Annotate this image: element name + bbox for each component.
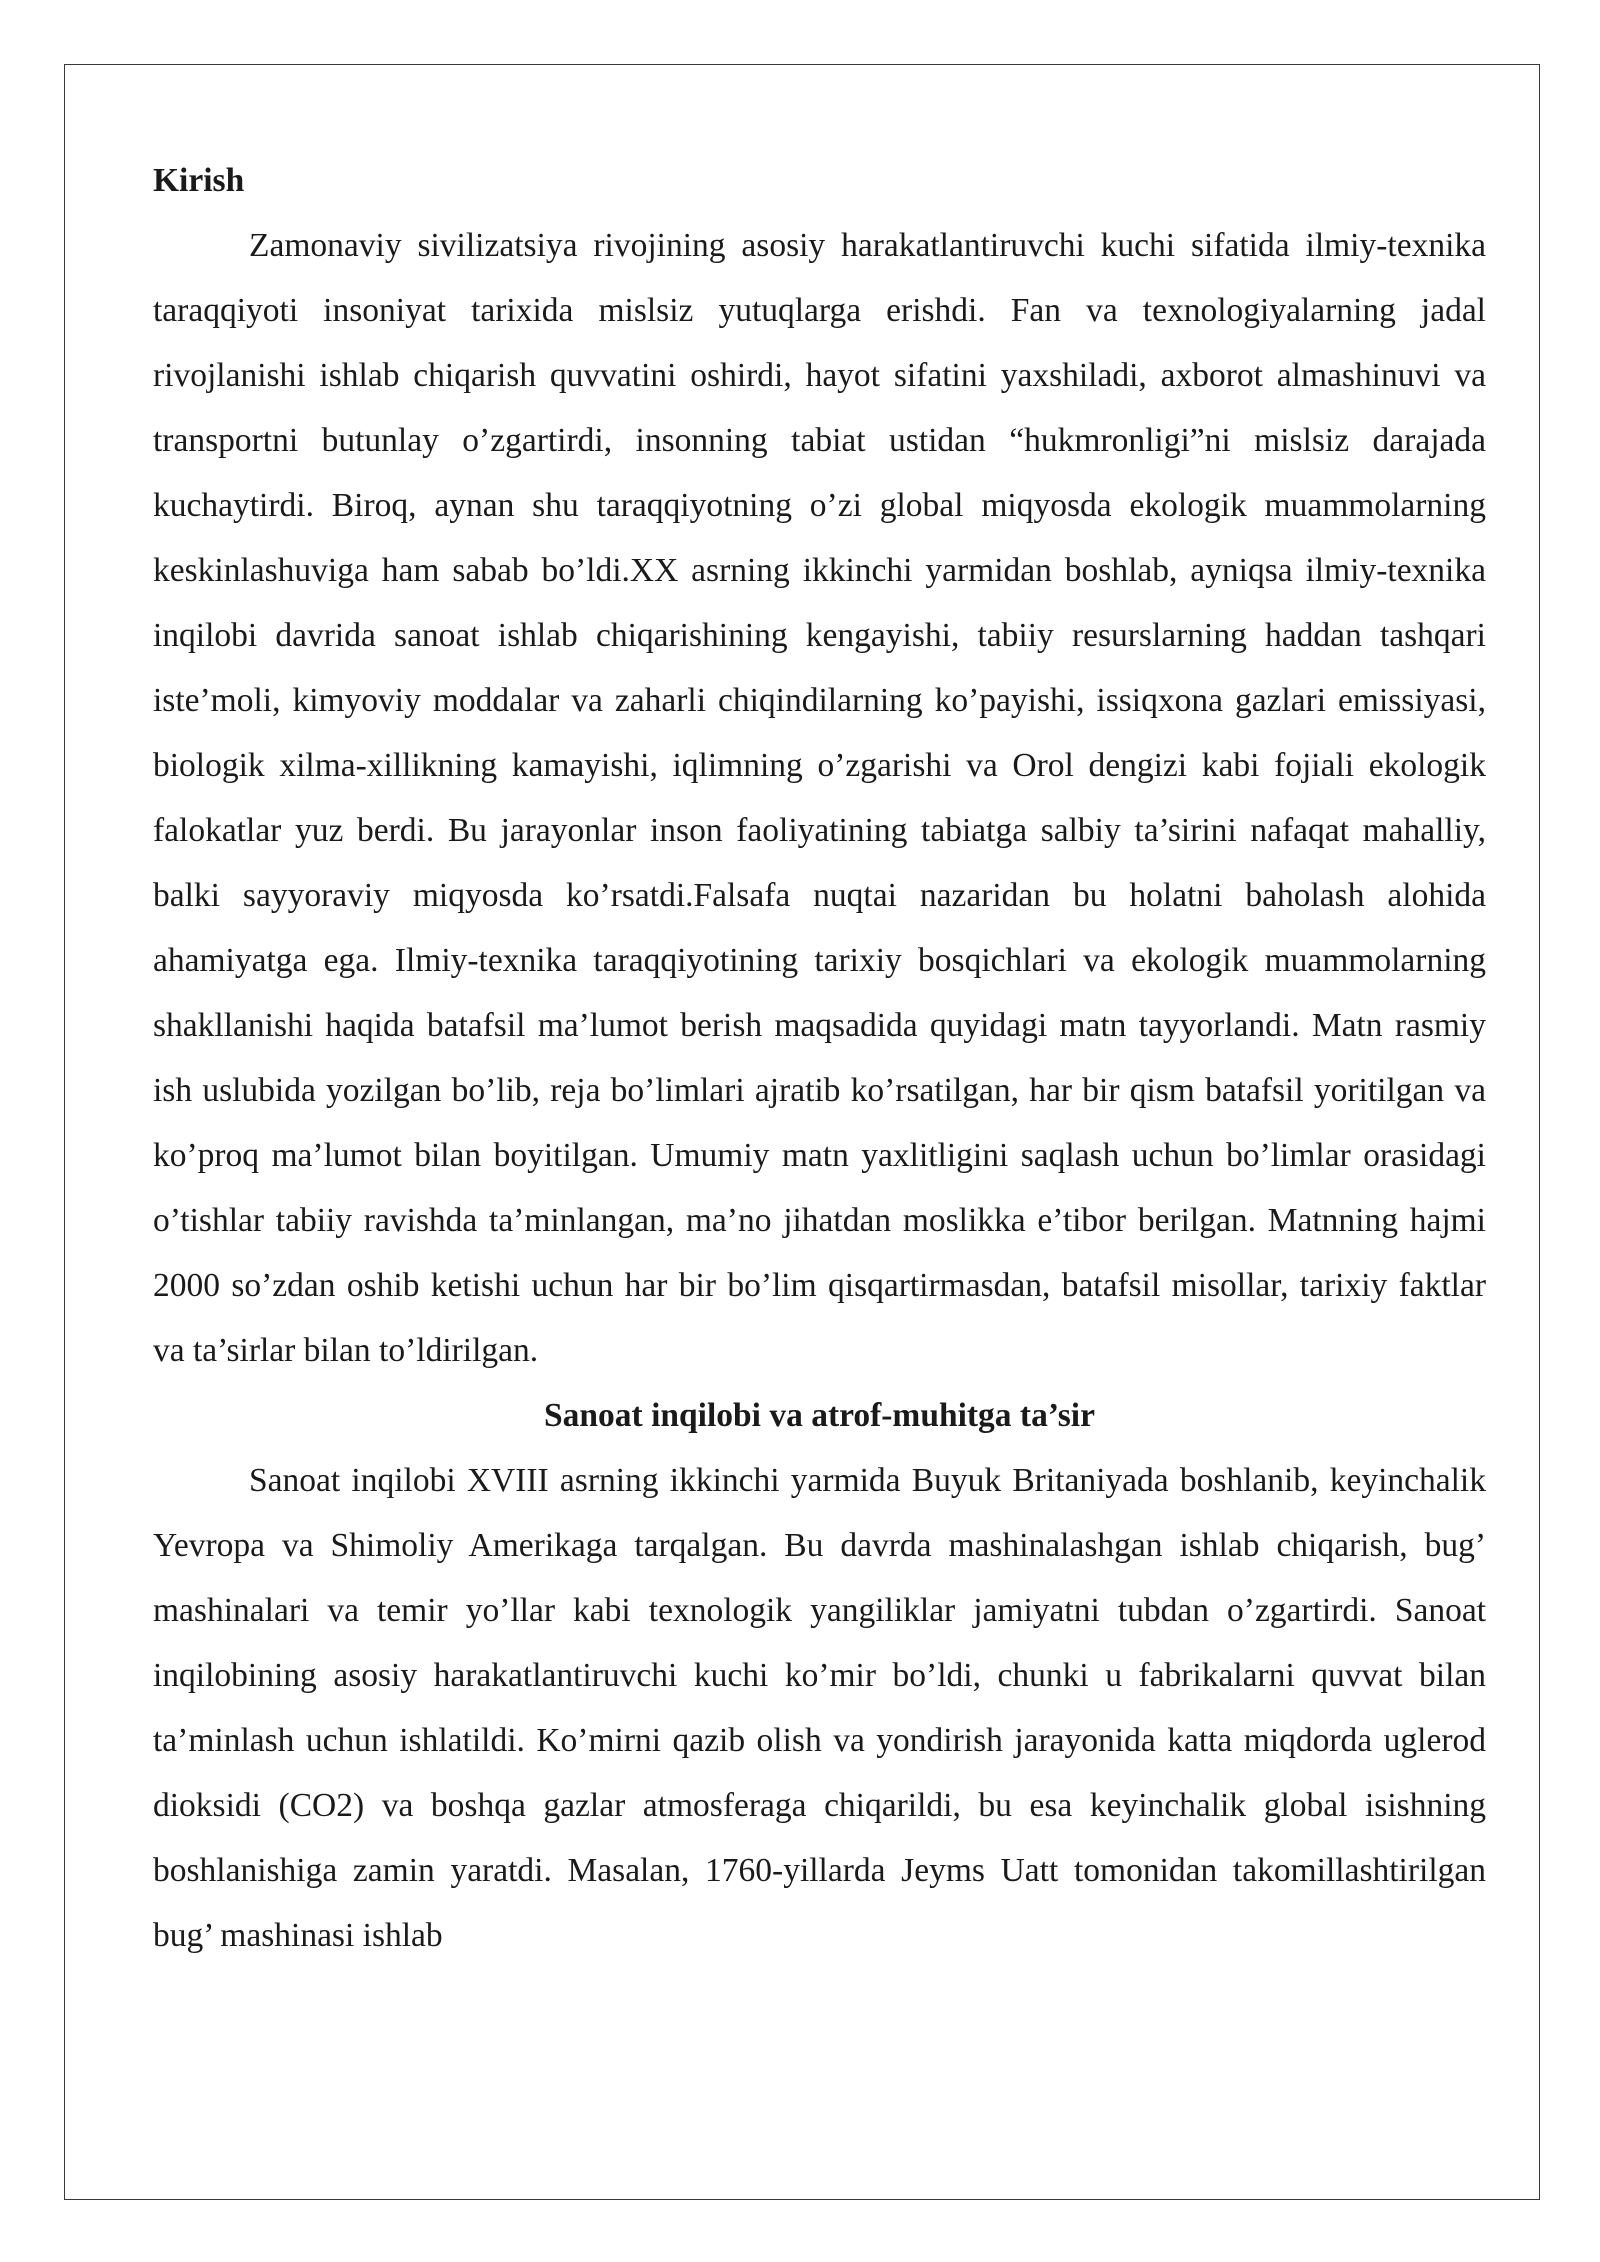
intro-paragraph: Zamonaviy sivilizatsiya rivojining asosiy harakatlantiruvchi kuchi sifatida ilmiy-texnika taraqqiyoti insoniyat tarixida mislsiz yutuqlarga erishdi. Fan va texnologiyalarning jadal rivojlanishi ishlab chiqarish quvvatini oshirdi, hayot sifatini yaxshiladi, axborot almashinuvi va transportni butunlay o’zgartirdi, insonning tabiat ustidan “hukmronligi”ni mislsiz darajada kuchaytirdi. Biroq, aynan shu taraqqiyotning o’zi global miqyosda ekologik muammolarning keskinlashuviga ham sabab bo’ldi.XX asrning ikkinchi yarmidan boshlab, ayniqsa ilmiy-texnika inqilobi davrida sanoat ishlab chiqarishining kengayishi, tabiiy resurslarning haddan tashqari iste’moli, kimyoviy moddalar va zaharli chiqindilarning ko’payishi, issiqxona gazlari emissiyasi, biologik xilma-xillikning kamayishi, iqlimning o’zgarishi va Orol dengizi kabi fojiali ekologik falokatlar yuz berdi. Bu jarayonlar inson faoliyatining tabiatga salbiy ta’sirini nafaqat mahalliy, balki sayyoraviy miqyosda ko’rsatdi.Falsafa nuqtai nazaridan bu holatni baholash alohida ahamiyatga ega. Ilmiy-texnika taraqqiyotining tarixiy bosqichlari va ekologik muammolarning shakllanishi haqida batafsil ma’lumot berish maqsadida quyidagi matn tayyorlandi. Matn rasmiy ish uslubida yozilgan bo’lib, reja bo’limlari ajratib ko’rsatilgan, har bir qism batafsil yoritilgan va ko’proq ma’lumot bilan boyitilgan. Umumiy matn yaxlitligini saqlash uchun bo’limlar orasidagi o’tishlar tabiiy ravishda ta’minlangan, ma’no jihatdan moslikka e’tibor berilgan. Matnning hajmi 2000 so’zdan oshib ketishi uchun har bir bo’lim qisqartirmasdan, batafsil misollar, tarixiy faktlar va ta’sirlar bilan to’ldirilgan. bbox=[153, 227, 1486, 1369]
document-body bbox=[153, 148, 1486, 1968]
intro-heading: Kirish bbox=[153, 162, 245, 199]
section-paragraph: Sanoat inqilobi XVIII asrning ikkinchi yarmida Buyuk Britaniyada boshlanib, keyinchalik Yevropa va Shimoliy Amerikaga tarqalgan. Bu davrda mashinalashgan ishlab chiqarish, bug’ mashinalari va temir yo’llar kabi texnologik yangiliklar jamiyatni tubdan o’zgartirdi. Sanoat inqilobining asosiy harakatlantiruvchi kuchi ko’mir bo’ldi, chunki u fabrikalarni quvvat bilan ta’minlash uchun ishlatildi. Ko’mirni qazib olish va yondirish jarayonida katta miqdorda uglerod dioksidi (CO2) va boshqa gazlar atmosferaga chiqarildi, bu esa keyinchalik global isishning boshlanishiga zamin yaratdi. Masalan, 1760-yillarda Jeyms Uatt tomonidan takomillashtirilgan bug’ mashinasi ishlab bbox=[153, 1462, 1486, 1954]
section-heading: Sanoat inqilobi va atrof-muhitga ta’sir bbox=[544, 1397, 1095, 1434]
